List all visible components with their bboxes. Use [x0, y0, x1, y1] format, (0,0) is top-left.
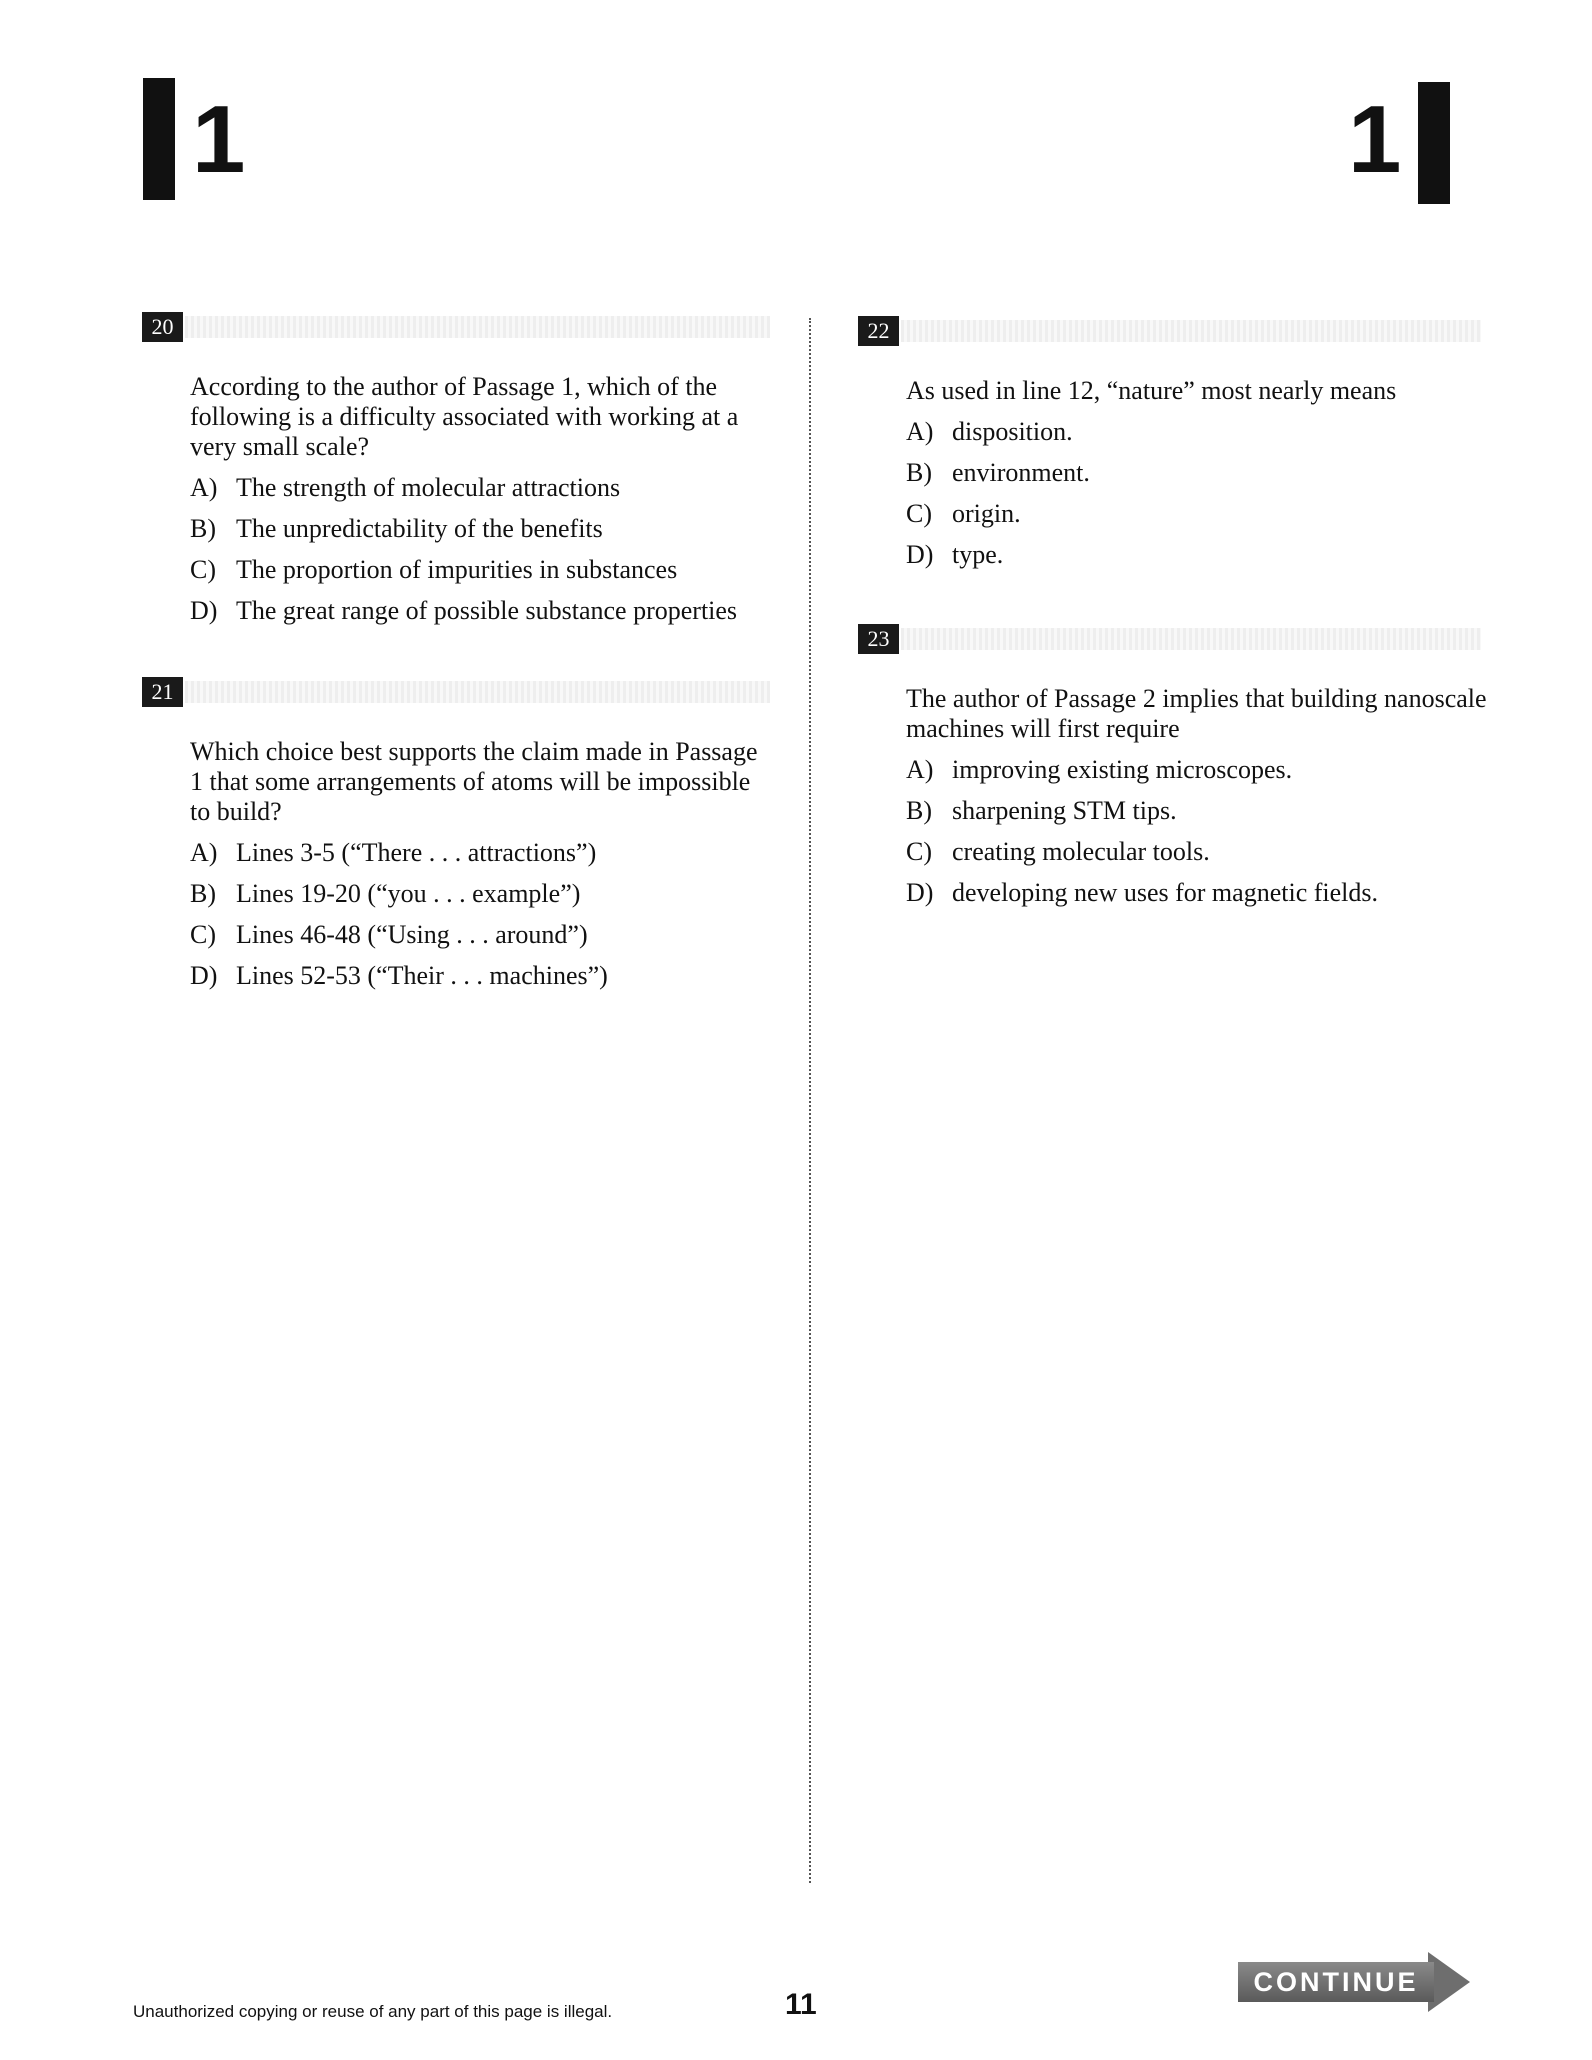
- answer-option-c[interactable]: C) origin.: [906, 499, 1021, 528]
- question-stem: Which choice best supports the claim made in Passage 1 that some arrangements of atoms will be impossible to build?: [190, 737, 758, 826]
- question-20: [142, 312, 772, 626]
- question-stem: The author of Passage 2 implies that building nanoscale machines will first require: [906, 684, 1487, 743]
- question-21: [142, 677, 772, 991]
- answer-option-d[interactable]: D) The great range of possible substance properties: [190, 596, 738, 625]
- question-number-badge: 23: [858, 624, 899, 654]
- answer-option-a[interactable]: A) disposition.: [906, 417, 1073, 446]
- answer-option-d[interactable]: D) type.: [906, 540, 1004, 569]
- answer-option-a[interactable]: A) The strength of molecular attractions: [190, 473, 621, 502]
- question-header-stripe: [185, 316, 770, 338]
- question-header-stripe: [901, 320, 1481, 342]
- question-header-stripe: [901, 628, 1481, 650]
- section-number-left: 1: [192, 86, 246, 193]
- question-22: [858, 316, 1488, 570]
- answer-option-b[interactable]: B) The unpredictability of the benefits: [190, 514, 603, 543]
- question-23: [858, 624, 1488, 908]
- question-number-badge: 20: [142, 312, 183, 342]
- question-stem: As used in line 12, “nature” most nearly means: [906, 376, 1397, 405]
- question-number-badge: 22: [858, 316, 899, 346]
- answer-option-a[interactable]: A) improving existing microscopes.: [906, 755, 1293, 784]
- continue-label: CONTINUE: [1238, 1962, 1434, 2002]
- page-number: 11: [785, 1988, 817, 2021]
- section-number-right: 1: [1348, 86, 1402, 193]
- answer-option-c[interactable]: C) Lines 46-48 (“Using . . . around”): [190, 920, 588, 949]
- answer-option-c[interactable]: C) The proportion of impurities in substances: [190, 555, 678, 584]
- question-header-stripe: [185, 681, 770, 703]
- answer-option-b[interactable]: B) sharpening STM tips.: [906, 796, 1177, 825]
- answer-option-a[interactable]: A) Lines 3-5 (“There . . . attractions”): [190, 838, 597, 867]
- answer-option-b[interactable]: B) environment.: [906, 458, 1090, 487]
- arrow-right-icon: [1428, 1952, 1470, 2012]
- copyright-notice: Unauthorized copying or reuse of any part of this page is illegal.: [133, 2002, 613, 2021]
- continue-button[interactable]: [1238, 1952, 1470, 2012]
- section-bar-left: [143, 78, 175, 200]
- column-divider: [809, 318, 811, 1883]
- answer-option-b[interactable]: B) Lines 19-20 (“you . . . example”): [190, 879, 581, 908]
- question-stem: According to the author of Passage 1, which of the following is a difficulty associated with working at a very small scale?: [190, 372, 739, 461]
- section-bar-right: [1418, 82, 1450, 204]
- answer-option-d[interactable]: D) developing new uses for magnetic fields.: [906, 878, 1378, 907]
- answer-option-d[interactable]: D) Lines 52-53 (“Their . . . machines”): [190, 961, 608, 990]
- answer-option-c[interactable]: C) creating molecular tools.: [906, 837, 1210, 866]
- question-number-badge: 21: [142, 677, 183, 707]
